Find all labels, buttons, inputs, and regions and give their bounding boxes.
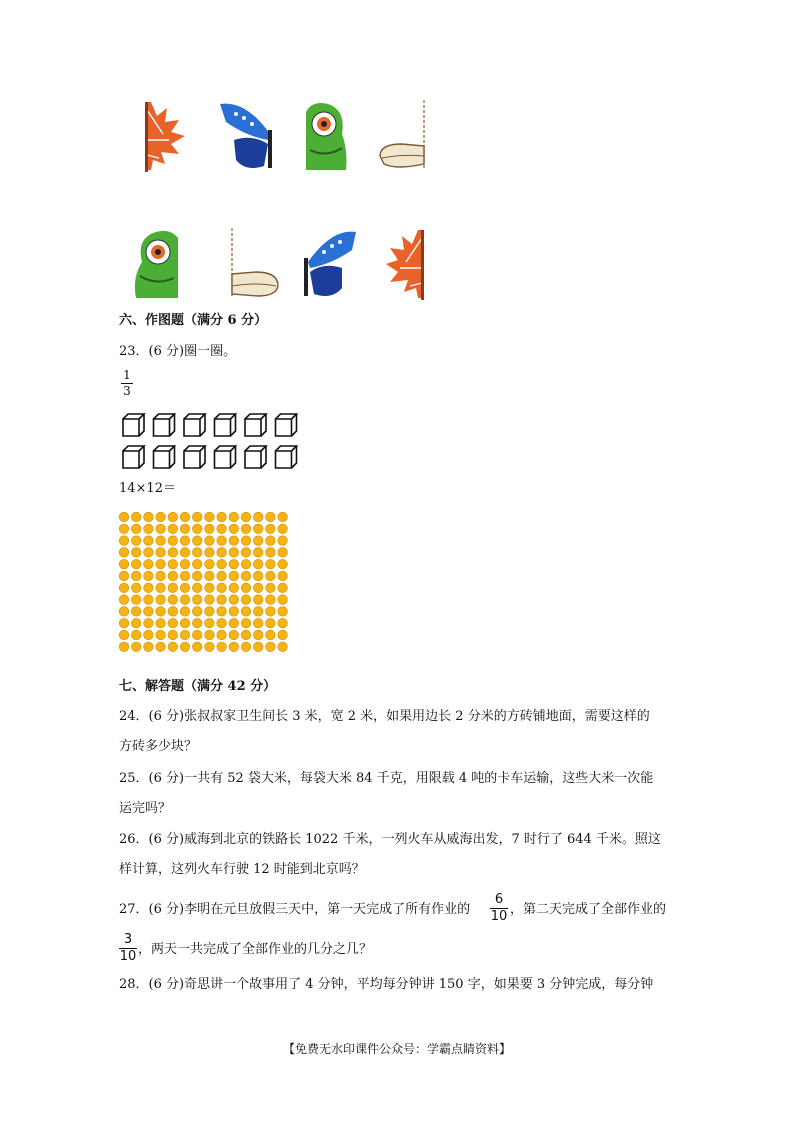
cube-icon[interactable]	[215, 446, 236, 468]
dot[interactable]	[229, 642, 239, 652]
q23-text: 23．(6 分)圈一圈。	[119, 344, 237, 359]
dot[interactable]	[217, 524, 227, 534]
dot[interactable]	[241, 536, 251, 546]
dot[interactable]	[192, 548, 202, 558]
dot[interactable]	[229, 559, 239, 569]
dot[interactable]	[241, 583, 251, 593]
dot[interactable]	[156, 630, 166, 640]
cube-icon[interactable]	[276, 446, 297, 468]
dot[interactable]	[253, 524, 263, 534]
dot[interactable]	[180, 548, 190, 558]
dot[interactable]	[119, 583, 129, 593]
dot[interactable]	[241, 618, 251, 628]
q27-line2: ，两天一共完成了全部作业的几分之几？	[138, 942, 373, 957]
dot[interactable]	[266, 607, 276, 617]
q27-line1b: ，第二天完成了全部作业的	[510, 902, 667, 917]
dot[interactable]	[131, 512, 141, 522]
dot[interactable]	[229, 618, 239, 628]
dot[interactable]	[241, 512, 251, 522]
dot[interactable]	[205, 607, 215, 617]
dot[interactable]	[217, 571, 227, 581]
dot[interactable]	[119, 571, 129, 581]
dot[interactable]	[278, 618, 288, 628]
half-leaf-icon	[386, 228, 426, 300]
fraction-denominator: 10	[119, 949, 137, 964]
dot[interactable]	[168, 642, 178, 652]
q26-line2: 样计算，这列火车行驶 12 时能到北京吗？	[119, 862, 365, 877]
q28-line1: 28．(6 分)奇思讲一个故事用了 4 分钟，平均每分钟讲 150 字，如果要 3 分钟完成，每分钟	[119, 977, 654, 992]
dot[interactable]	[168, 559, 178, 569]
cube-icon[interactable]	[245, 414, 266, 436]
dot[interactable]	[217, 536, 227, 546]
dot[interactable]	[205, 571, 215, 581]
dot[interactable]	[278, 607, 288, 617]
dot[interactable]	[278, 642, 288, 652]
dot[interactable]	[192, 630, 202, 640]
fraction-numerator: 1	[123, 368, 131, 382]
dot[interactable]	[205, 512, 215, 522]
dot[interactable]	[180, 642, 190, 652]
cube-icon[interactable]	[123, 446, 144, 468]
dot[interactable]	[266, 512, 276, 522]
dot[interactable]	[144, 571, 154, 581]
dot[interactable]	[229, 607, 239, 617]
q23-expression: 14×12＝	[119, 481, 176, 496]
dot[interactable]	[205, 548, 215, 558]
dot[interactable]	[229, 595, 239, 605]
page-footer: 【免费无水印课件公众号：学霸点睛资料】	[282, 1042, 511, 1056]
dot[interactable]	[119, 548, 129, 558]
dot[interactable]	[119, 524, 129, 534]
dot[interactable]	[278, 548, 288, 558]
dot[interactable]	[229, 571, 239, 581]
cube-icon[interactable]	[154, 414, 175, 436]
dot[interactable]	[168, 618, 178, 628]
dot[interactable]	[168, 524, 178, 534]
dot[interactable]	[131, 595, 141, 605]
dot[interactable]	[180, 607, 190, 617]
dot[interactable]	[131, 630, 141, 640]
dot[interactable]	[241, 607, 251, 617]
dot[interactable]	[180, 524, 190, 534]
dot[interactable]	[217, 548, 227, 558]
dot[interactable]	[192, 595, 202, 605]
dot[interactable]	[168, 630, 178, 640]
dot[interactable]	[144, 559, 154, 569]
dot[interactable]	[192, 607, 202, 617]
dot[interactable]	[241, 630, 251, 640]
dot[interactable]	[192, 618, 202, 628]
dot[interactable]	[241, 571, 251, 581]
dot[interactable]	[119, 630, 129, 640]
dot[interactable]	[241, 548, 251, 558]
fraction-numerator: 6	[494, 892, 504, 907]
dot[interactable]	[119, 536, 129, 546]
dot[interactable]	[266, 642, 276, 652]
dot[interactable]	[266, 536, 276, 546]
dot[interactable]	[156, 595, 166, 605]
dot[interactable]	[229, 630, 239, 640]
half-shoe-icon	[228, 228, 280, 300]
dot[interactable]	[144, 548, 154, 558]
cube-icon[interactable]	[184, 446, 205, 468]
dot[interactable]	[131, 583, 141, 593]
dot[interactable]	[119, 618, 129, 628]
q25-line1: 25．(6 分)一共有 52 袋大米，每袋大米 84 千克，用限载 4 吨的卡车运输，这些大米一次能	[119, 771, 654, 786]
dot[interactable]	[119, 595, 129, 605]
cube-icon[interactable]	[245, 446, 266, 468]
dot[interactable]	[253, 559, 263, 569]
cube-icon[interactable]	[123, 414, 144, 436]
dot[interactable]	[131, 548, 141, 558]
q23-fraction	[121, 369, 133, 398]
dot[interactable]	[253, 618, 263, 628]
dot[interactable]	[131, 571, 141, 581]
dot[interactable]	[156, 571, 166, 581]
half-frog-icon	[132, 228, 178, 300]
dot[interactable]	[180, 512, 190, 522]
dot[interactable]	[229, 583, 239, 593]
dot[interactable]	[241, 559, 251, 569]
dot[interactable]	[180, 630, 190, 640]
dot[interactable]	[241, 595, 251, 605]
dot[interactable]	[253, 630, 263, 640]
q27-fraction-1	[490, 893, 508, 924]
dot[interactable]	[156, 618, 166, 628]
dot[interactable]	[144, 595, 154, 605]
dot[interactable]	[229, 548, 239, 558]
dot[interactable]	[205, 630, 215, 640]
dot[interactable]	[205, 595, 215, 605]
dot[interactable]	[278, 536, 288, 546]
dot[interactable]	[253, 512, 263, 522]
dot[interactable]	[253, 536, 263, 546]
dot[interactable]	[192, 642, 202, 652]
dot[interactable]	[205, 524, 215, 534]
dot[interactable]	[168, 607, 178, 617]
dot[interactable]	[253, 642, 263, 652]
dot[interactable]	[253, 583, 263, 593]
dot[interactable]	[266, 571, 276, 581]
dot[interactable]	[253, 595, 263, 605]
dot[interactable]	[180, 618, 190, 628]
dot[interactable]	[253, 548, 263, 558]
dot[interactable]	[119, 607, 129, 617]
dot[interactable]	[156, 559, 166, 569]
dot[interactable]	[168, 583, 178, 593]
dot[interactable]	[180, 536, 190, 546]
fraction-numerator: 3	[123, 932, 133, 947]
dot[interactable]	[180, 571, 190, 581]
half-butterfly-icon	[216, 100, 274, 172]
dot[interactable]	[131, 524, 141, 534]
dot[interactable]	[192, 583, 202, 593]
cube-icon[interactable]	[154, 446, 175, 468]
dot[interactable]	[180, 559, 190, 569]
dot[interactable]	[253, 607, 263, 617]
dot[interactable]	[131, 607, 141, 617]
dot[interactable]	[217, 630, 227, 640]
dot[interactable]	[131, 618, 141, 628]
dot[interactable]	[266, 583, 276, 593]
dot[interactable]	[144, 536, 154, 546]
dot[interactable]	[168, 571, 178, 581]
dot[interactable]	[253, 571, 263, 581]
dot[interactable]	[217, 618, 227, 628]
dot[interactable]	[131, 642, 141, 652]
dot[interactable]	[266, 548, 276, 558]
q25-line2: 运完吗？	[119, 801, 172, 816]
dot[interactable]	[144, 642, 154, 652]
dot[interactable]	[278, 630, 288, 640]
dot[interactable]	[192, 571, 202, 581]
dot[interactable]	[278, 595, 288, 605]
dot[interactable]	[131, 559, 141, 569]
dot[interactable]	[229, 536, 239, 546]
dot[interactable]	[119, 559, 129, 569]
dot[interactable]	[278, 559, 288, 569]
dot[interactable]	[241, 642, 251, 652]
dot[interactable]	[217, 607, 227, 617]
dot[interactable]	[144, 618, 154, 628]
dot[interactable]	[144, 607, 154, 617]
dot[interactable]	[217, 583, 227, 593]
dot[interactable]	[156, 512, 166, 522]
cube-grid[interactable]	[122, 413, 305, 481]
q27-line1: 27．(6 分)李明在元旦放假三天中，第一天完成了所有作业的	[119, 902, 471, 917]
cube-icon[interactable]	[184, 414, 205, 436]
dot[interactable]	[192, 536, 202, 546]
dot[interactable]	[278, 583, 288, 593]
dot[interactable]	[131, 536, 141, 546]
dot[interactable]	[266, 618, 276, 628]
fraction-denominator: 10	[490, 909, 508, 924]
dot[interactable]	[205, 618, 215, 628]
dot[interactable]	[217, 559, 227, 569]
dot[interactable]	[144, 583, 154, 593]
dot[interactable]	[119, 642, 129, 652]
dot[interactable]	[192, 559, 202, 569]
dot[interactable]	[241, 524, 251, 534]
dot[interactable]	[168, 548, 178, 558]
q24-line1: 24．(6 分)张叔叔家卫生间长 3 米，宽 2 米，如果用边长 2 分米的方砖铺地面，需要这样的	[119, 709, 650, 724]
half-leaf-icon	[143, 100, 188, 172]
half-shoe-icon	[376, 100, 426, 172]
dot[interactable]	[217, 512, 227, 522]
section-6-heading: 六、作图题（满分 6 分）	[119, 313, 268, 328]
dot[interactable]	[266, 630, 276, 640]
q24-line2: 方砖多少块？	[119, 739, 198, 754]
dot[interactable]	[266, 524, 276, 534]
cube-icon[interactable]	[215, 414, 236, 436]
half-frog-icon	[306, 100, 348, 172]
section-7-heading: 七、解答题（满分 42 分）	[119, 679, 277, 694]
dot[interactable]	[205, 559, 215, 569]
dot[interactable]	[217, 595, 227, 605]
fraction-denominator: 3	[123, 384, 131, 398]
half-butterfly-icon	[304, 228, 360, 300]
dot[interactable]	[278, 512, 288, 522]
dot[interactable]	[180, 583, 190, 593]
dot[interactable]	[229, 512, 239, 522]
dot[interactable]	[192, 524, 202, 534]
dot[interactable]	[156, 548, 166, 558]
dot[interactable]	[266, 559, 276, 569]
dot[interactable]	[168, 536, 178, 546]
dot[interactable]	[156, 536, 166, 546]
dot[interactable]	[205, 536, 215, 546]
dot[interactable]	[168, 512, 178, 522]
dot[interactable]	[144, 630, 154, 640]
dot[interactable]	[229, 524, 239, 534]
dot-grid[interactable]	[118, 511, 292, 657]
q27-fraction-2	[119, 933, 137, 964]
dot[interactable]	[156, 607, 166, 617]
dot[interactable]	[119, 512, 129, 522]
dot[interactable]	[205, 583, 215, 593]
dot[interactable]	[156, 583, 166, 593]
dot[interactable]	[205, 642, 215, 652]
dot[interactable]	[217, 642, 227, 652]
q26-line1: 26．(6 分)威海到北京的铁路长 1022 千米，一列火车从威海出发，7 时行了 644 千米。照这	[119, 832, 661, 847]
dot[interactable]	[156, 642, 166, 652]
dot[interactable]	[156, 524, 166, 534]
dot[interactable]	[278, 524, 288, 534]
cube-icon[interactable]	[276, 414, 297, 436]
dot[interactable]	[192, 512, 202, 522]
dot[interactable]	[168, 595, 178, 605]
dot[interactable]	[266, 595, 276, 605]
dot[interactable]	[180, 595, 190, 605]
dot[interactable]	[144, 512, 154, 522]
dot[interactable]	[144, 524, 154, 534]
dot[interactable]	[278, 571, 288, 581]
